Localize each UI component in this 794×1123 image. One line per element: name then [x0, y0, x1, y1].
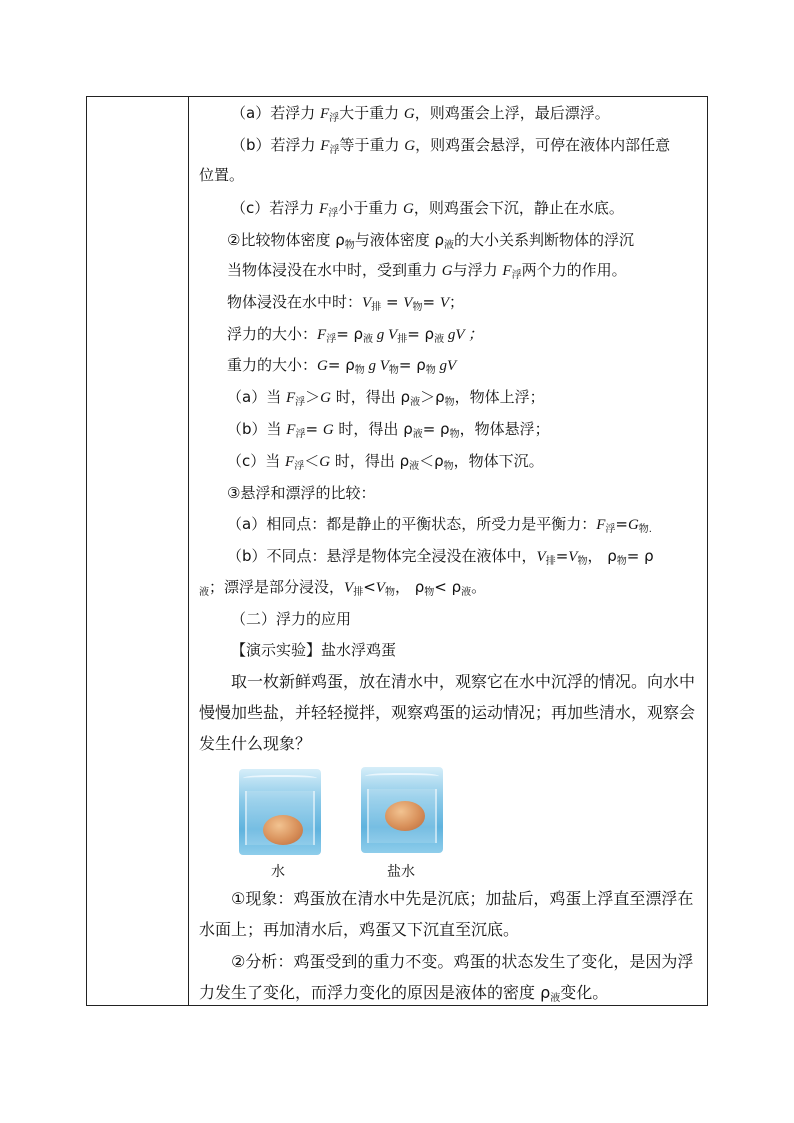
text: 等于重力 — [339, 136, 405, 154]
symbol: G — [322, 422, 334, 438]
text-line — [227, 387, 545, 413]
text: ＞ — [305, 388, 321, 406]
text: = ρ — [336, 325, 364, 343]
text: 大于重力 — [339, 104, 404, 122]
symbol: V — [379, 358, 389, 374]
text: = — [422, 293, 440, 311]
text: ＜ — [304, 452, 320, 470]
text-line — [227, 546, 654, 572]
text-line — [227, 230, 634, 256]
subscript: 物 — [444, 397, 455, 408]
text: 物体浸没在水中时： — [227, 293, 363, 311]
text: ，物体下沉。 — [453, 452, 544, 470]
symbol: G — [317, 358, 328, 374]
text-line — [227, 451, 544, 477]
text: ， ρ — [587, 547, 617, 565]
subscript: 浮 — [294, 461, 305, 472]
section-heading: （二）浮力的应用 — [231, 610, 352, 628]
text: = — [381, 293, 404, 311]
text: = ρ — [398, 356, 426, 374]
egg-floating — [385, 801, 425, 831]
symbol: V — [362, 295, 372, 311]
subscript: 物 — [443, 461, 454, 472]
text: （c）若浮力 — [231, 199, 320, 217]
subscript: 液 — [434, 334, 445, 345]
subscript: 物 — [344, 240, 355, 251]
subscript: 物 — [616, 556, 627, 567]
experiment-heading: 【演示实验】盐水浮鸡蛋 — [231, 641, 397, 659]
subscript: 排 — [371, 302, 382, 313]
text: = ρ — [422, 420, 450, 438]
subscript: 物 — [388, 365, 399, 376]
subscript: 液 — [444, 240, 455, 251]
symbol: F — [286, 422, 296, 438]
symbol: V — [439, 295, 449, 311]
symbol: V — [388, 327, 398, 343]
left-column-cell — [87, 97, 189, 1005]
text: ，则鸡蛋会上浮，最后漂浮。 — [414, 104, 610, 122]
subscript: 液 — [410, 397, 421, 408]
subscript: 液 — [461, 587, 472, 598]
text: （a）若浮力 — [231, 104, 320, 122]
symbol: F — [320, 138, 330, 154]
subscript: 液 — [409, 461, 420, 472]
text: 的大小关系判断物体的浮沉 — [454, 231, 635, 249]
symbol: V — [375, 580, 385, 596]
symbol: V — [536, 549, 546, 565]
symbol: F — [502, 263, 512, 279]
symbol: G — [320, 390, 331, 406]
text: 时，得出 ρ — [331, 388, 411, 406]
text: 时，得出 ρ — [330, 452, 410, 470]
text: = — [555, 547, 569, 565]
symbol: F — [317, 327, 327, 343]
text: ，则鸡蛋会悬浮，可停在液体内部任意 — [415, 136, 671, 154]
subscript: 物 — [384, 587, 395, 598]
text-line — [231, 103, 610, 129]
text: 力发生了变化，而浮力变化的原因是液体的密度 ρ — [199, 983, 551, 1002]
symbol: G — [403, 106, 415, 122]
symbol: F — [285, 454, 295, 470]
subscript: 物 — [424, 587, 435, 598]
text: 两个力的作用。 — [521, 261, 627, 279]
text: 。 — [471, 578, 487, 596]
subscript: 物. — [638, 524, 652, 535]
text: < — [363, 578, 376, 596]
text: （a）当 — [227, 388, 286, 406]
text: ， ρ — [394, 578, 425, 596]
text: （b）不同点：悬浮是物体完全浸没在液体中， — [227, 547, 537, 565]
subscript: 物 — [354, 365, 365, 376]
symbol: G — [404, 138, 416, 154]
text: （c）当 — [227, 452, 286, 470]
text-line — [227, 260, 627, 286]
symbol: F — [319, 201, 329, 217]
beaker-rim — [243, 775, 317, 783]
text-line — [227, 514, 652, 540]
egg-sunk — [263, 815, 303, 845]
symbol: G — [319, 454, 331, 470]
text: ＞ρ — [420, 388, 445, 406]
text: （b）当 — [227, 420, 287, 438]
text-line: 慢慢加些盐，并轻轻搅拌，观察鸡蛋的运动情况；再加些清水，观察会 — [199, 703, 696, 722]
text: ，物体悬浮； — [459, 420, 550, 438]
text-line — [227, 324, 483, 350]
subscript: 浮 — [329, 113, 340, 124]
symbol: gV — [435, 358, 457, 374]
text: ； — [448, 293, 464, 311]
text: ＜ρ — [419, 452, 444, 470]
subscript: 液 — [363, 334, 374, 345]
symbol: G — [627, 517, 639, 533]
symbol: V — [568, 549, 578, 565]
subscript: 浮 — [295, 429, 306, 440]
text: 与液体密度 ρ — [354, 231, 445, 249]
subscript: 浮 — [511, 270, 522, 281]
text: = ρ — [327, 356, 355, 374]
subscript: 物 — [449, 429, 460, 440]
text: 浮力的大小： — [227, 325, 318, 343]
text: 变化。 — [560, 983, 609, 1002]
text: （a）相同点：都是静止的平衡状态，所受力是平衡力： — [227, 515, 597, 533]
text-line: 取一枚新鲜鸡蛋，放在清水中，观察它在水中沉浮的情况。向水中 — [231, 672, 696, 691]
text-line — [231, 135, 670, 161]
text-line: 位置。 — [199, 166, 245, 184]
symbol: gV ； — [444, 327, 483, 343]
lesson-table — [86, 96, 708, 1006]
subscript: 浮 — [295, 397, 306, 408]
text: ，则鸡蛋会下沉，静止在水底。 — [413, 199, 624, 217]
text: ②比较物体密度 ρ — [227, 231, 345, 249]
symbol: F — [319, 106, 330, 122]
text-line: ①现象：鸡蛋放在清水中先是沉底；加盐后，鸡蛋上浮直至漂浮在 — [231, 889, 694, 908]
symbol: G — [402, 201, 414, 217]
saltwater-beaker-image — [361, 767, 443, 853]
symbol: F — [596, 517, 606, 533]
subscript: 浮 — [605, 524, 616, 535]
text: = — [615, 515, 628, 533]
symbol: G — [441, 263, 453, 279]
text-line: 发生什么现象？ — [199, 734, 312, 753]
symbol: F — [285, 390, 296, 406]
water-beaker-image — [239, 769, 321, 855]
text: （b）若浮力 — [231, 136, 321, 154]
subscript: 物 — [425, 365, 436, 376]
text-line: 水面上；再加清水后，鸡蛋又下沉直至沉底。 — [199, 920, 520, 939]
text-line — [227, 355, 456, 381]
subscript: 排 — [353, 587, 364, 598]
symbol: V — [403, 295, 413, 311]
subscript: 液 — [412, 429, 423, 440]
beaker-rim — [365, 773, 439, 781]
text-line: ②分析：鸡蛋受到的重力不变。鸡蛋的状态发生了变化，是因为浮 — [231, 952, 694, 971]
text: ；漂浮是部分浸没， — [209, 578, 345, 596]
text-line — [227, 419, 550, 445]
text: 小于重力 — [338, 199, 403, 217]
text: ，物体上浮； — [454, 388, 545, 406]
subscript: 排 — [545, 556, 556, 567]
subscript: 物 — [577, 556, 588, 567]
subscript: 浮 — [329, 145, 340, 156]
text-line — [199, 577, 486, 603]
text: = — [305, 420, 323, 438]
symbol: g — [364, 358, 380, 374]
text: < ρ — [434, 578, 462, 596]
text: = ρ — [407, 325, 435, 343]
text-line — [227, 292, 464, 318]
text: = ρ — [626, 547, 654, 565]
subscript: 浮 — [328, 208, 339, 219]
subscript: 液 — [199, 587, 209, 598]
subscript: 液 — [550, 993, 561, 1004]
symbol: V — [344, 580, 354, 596]
text-line — [231, 198, 624, 224]
text: 当物体浸没在水中时，受到重力 — [227, 261, 442, 279]
text: 与浮力 — [452, 261, 503, 279]
symbol: g — [373, 327, 389, 343]
subscript: 排 — [397, 334, 408, 345]
text-line — [199, 983, 608, 1009]
text: 重力的大小： — [227, 356, 318, 374]
caption-water: 水 — [271, 864, 285, 880]
subscript: 物 — [412, 302, 423, 313]
text-line: ③悬浮和漂浮的比较： — [227, 484, 376, 502]
text: 时，得出 ρ — [333, 420, 413, 438]
subscript: 浮 — [326, 334, 337, 345]
caption-saltwater: 盐水 — [387, 864, 415, 880]
